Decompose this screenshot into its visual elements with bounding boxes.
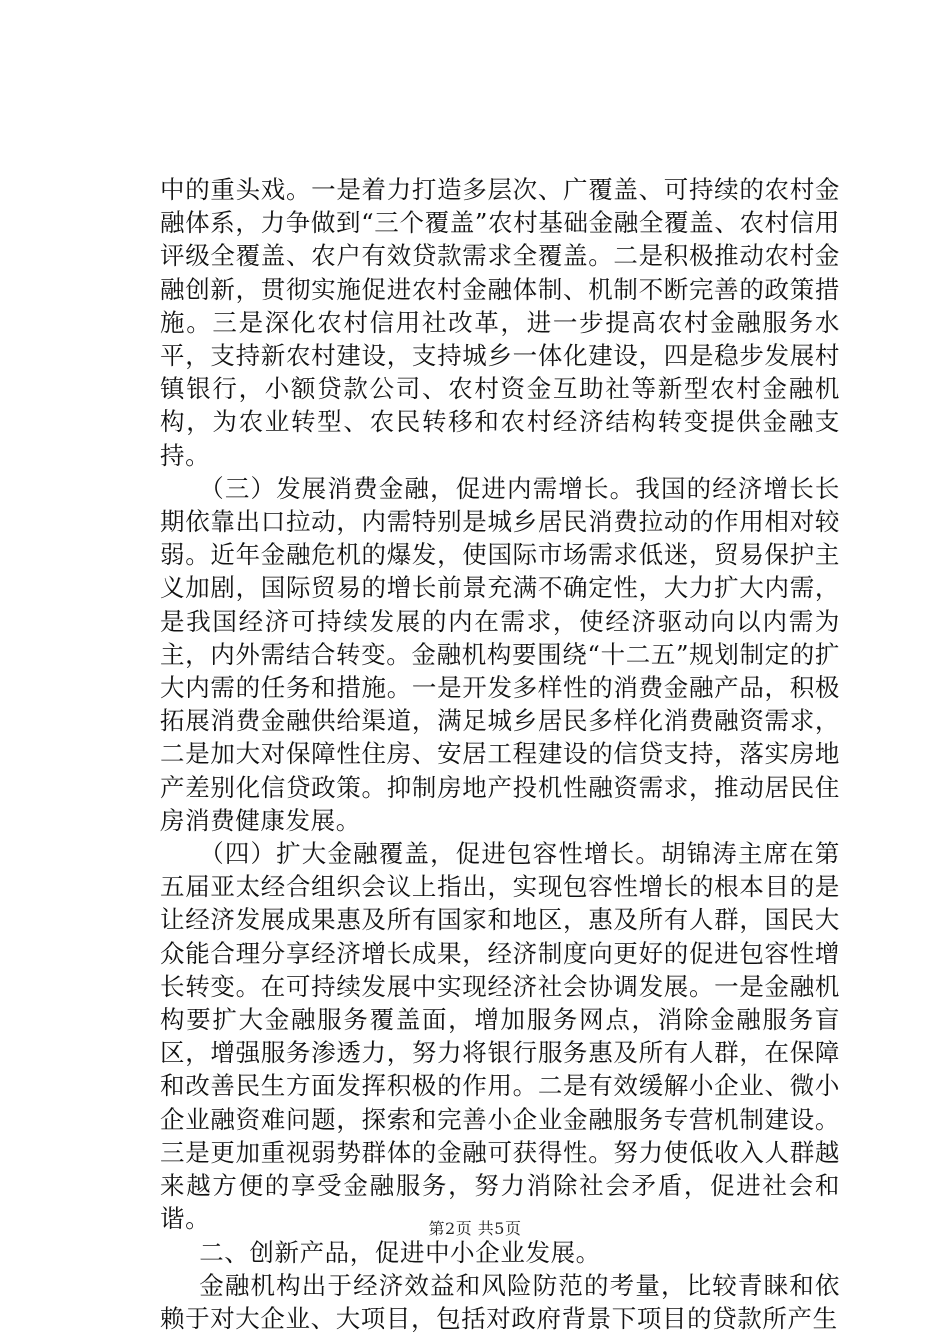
paragraph-sme-intro: 金融机构出于经济效益和风险防范的考量，比较青睐和依赖于对大企业、大项目，包括对政府背景下项目的贷款所产生 — [160, 1270, 840, 1333]
section-heading-sme: 二、创新产品，促进中小企业发展。 — [199, 1237, 601, 1267]
paragraph-rural-finance: 中的重头戏。一是着力打造多层次、广覆盖、可持续的农村金融体系，力争做到“三个覆盖”农村基础金融全覆盖、农村信用评级全覆盖、农户有效贷款需求全覆盖。二是积极推动农村金融创新，贯彻实施促进农村金融体制、机制不断完善的政策措施。三是深化农村信用社改革，进一步提高农村金融服务水平，支持新农村建设，支持城乡一体化建设，四是稳步发展村镇银行，小额贷款公司、农村资金互助社等新型农村金融机构，为农业转型、农民转移和农村经济结构转变提供金融支持。 — [160, 175, 840, 470]
paragraph-inclusive-growth: （四）扩大金融覆盖，促进包容性增长。胡锦涛主席在第五届亚太经合组织会议上指出，实现包容性增长的根本目的是让经济发展成果惠及所有国家和地区，惠及所有人群，国民大众能合理分享经济增长成果，经济制度向更好的促进包容性增长转变。在可持续发展中实现经济社会协调发展。一是金融机构要扩大金融服务覆盖面，增加服务网点，消除金融服务盲区，增强服务渗透力，努力将银行服务惠及所有人群，在保障和改善民生方面发挥积极的作用。二是有效缓解小企业、微小企业融资难问题，探索和完善小企业金融服务专营机制建设。三是更加重视弱势群体的金融可获得性。努力使低收入人群越来越方便的享受金融服务，努力消除社会矛盾，促进社会和谐。 — [160, 839, 840, 1234]
document-body — [160, 173, 840, 1335]
page-footer: 第2页 共5页 — [428, 1219, 522, 1238]
paragraph-consumer-finance: （三）发展消费金融，促进内需增长。我国的经济增长长期依靠出口拉动，内需特别是城乡居民消费拉动的作用相对较弱。近年金融危机的爆发，使国际市场需求低迷，贸易保护主义加剧，国际贸易的增长前景充满不确定性，大力扩大内需，是我国经济可持续发展的内在需求，使经济驱动向以内需为主，内外需结合转变。金融机构要围绕“十二五”规划制定的扩大内需的任务和措施。一是开发多样性的消费金融产品，积极拓展消费金融供给渠道，满足城乡居民多样化消费融资需求，二是加大对保障性住房、安居工程建设的信贷支持，落实房地产差别化信贷政策。抑制房地产投机性融资需求，推动居民住房消费健康发展。 — [160, 473, 840, 835]
